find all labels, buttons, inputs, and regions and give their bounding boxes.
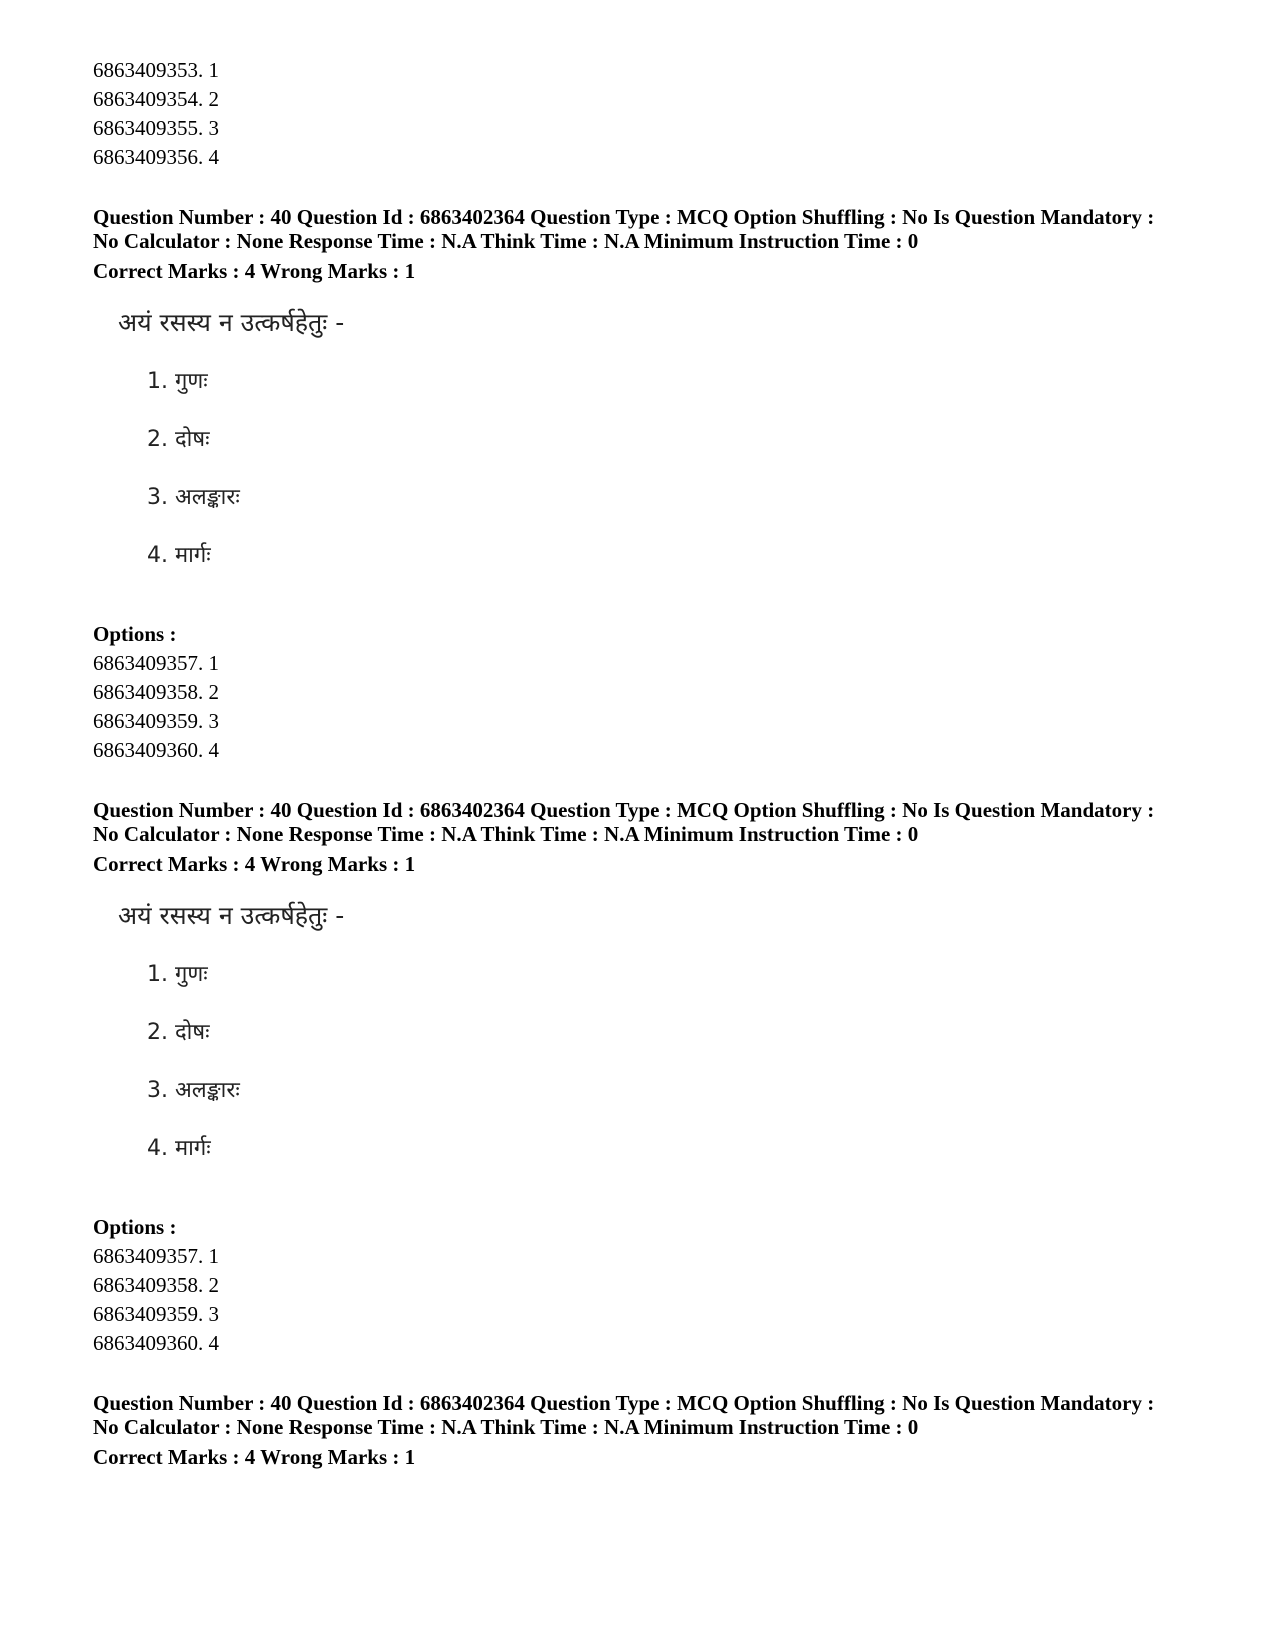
block-spacer — [93, 1358, 1193, 1391]
block-spacer — [93, 765, 1193, 798]
question-choice: 4. मार्गः — [147, 543, 211, 568]
options-label: Options : — [93, 1215, 177, 1239]
question-content — [93, 290, 1193, 620]
option-line: 6863409359. 3 — [93, 709, 219, 733]
option-line: 6863409356. 4 — [93, 145, 219, 169]
options-list — [93, 649, 1193, 765]
previous-options-list — [93, 56, 1193, 172]
question-header-line-1: Question Number : 40 Question Id : 6863402364 Question Type : MCQ Option Shuffling : No Is Question Mandatory : — [93, 1391, 1155, 1415]
question-choice: 1. गुणः — [147, 962, 208, 987]
question-choice: 3. अलङ्कारः — [147, 485, 240, 510]
option-line: 6863409357. 1 — [93, 1244, 219, 1268]
question-content — [93, 883, 1193, 1213]
question-block — [93, 798, 1193, 1358]
question-choice: 3. अलङ्कारः — [147, 1078, 240, 1103]
option-line: 6863409359. 3 — [93, 1302, 219, 1326]
options-label: Options : — [93, 622, 177, 646]
question-marks: Correct Marks : 4 Wrong Marks : 1 — [93, 1445, 416, 1469]
question-marks: Correct Marks : 4 Wrong Marks : 1 — [93, 852, 416, 876]
option-line: 6863409353. 1 — [93, 58, 219, 82]
option-line: 6863409360. 4 — [93, 738, 219, 762]
question-choice: 4. मार्गः — [147, 1136, 211, 1161]
question-choice: 2. दोषः — [147, 427, 210, 452]
options-list — [93, 1242, 1193, 1358]
page-content — [93, 56, 1193, 1472]
option-line: 6863409358. 2 — [93, 680, 219, 704]
option-line: 6863409354. 2 — [93, 87, 219, 111]
option-line: 6863409358. 2 — [93, 1273, 219, 1297]
block-spacer — [93, 172, 1193, 205]
question-header-line-2: No Calculator : None Response Time : N.A Think Time : N.A Minimum Instruction Time : 0 — [93, 229, 919, 253]
option-line: 6863409355. 3 — [93, 116, 219, 140]
question-choice: 2. दोषः — [147, 1020, 210, 1045]
question-stem: अयं रसस्य न उत्कर्षहेतुः - — [118, 308, 345, 337]
question-header-line-2: No Calculator : None Response Time : N.A Think Time : N.A Minimum Instruction Time : 0 — [93, 1415, 919, 1439]
question-marks: Correct Marks : 4 Wrong Marks : 1 — [93, 259, 416, 283]
question-choice: 1. गुणः — [147, 369, 208, 394]
question-block — [93, 1391, 1193, 1472]
question-stem: अयं रसस्य न उत्कर्षहेतुः - — [118, 901, 345, 930]
question-block — [93, 205, 1193, 765]
question-header-line-2: No Calculator : None Response Time : N.A Think Time : N.A Minimum Instruction Time : 0 — [93, 822, 919, 846]
option-line: 6863409360. 4 — [93, 1331, 219, 1355]
question-header-line-1: Question Number : 40 Question Id : 6863402364 Question Type : MCQ Option Shuffling : No Is Question Mandatory : — [93, 205, 1155, 229]
option-line: 6863409357. 1 — [93, 651, 219, 675]
question-header-line-1: Question Number : 40 Question Id : 6863402364 Question Type : MCQ Option Shuffling : No Is Question Mandatory : — [93, 798, 1155, 822]
